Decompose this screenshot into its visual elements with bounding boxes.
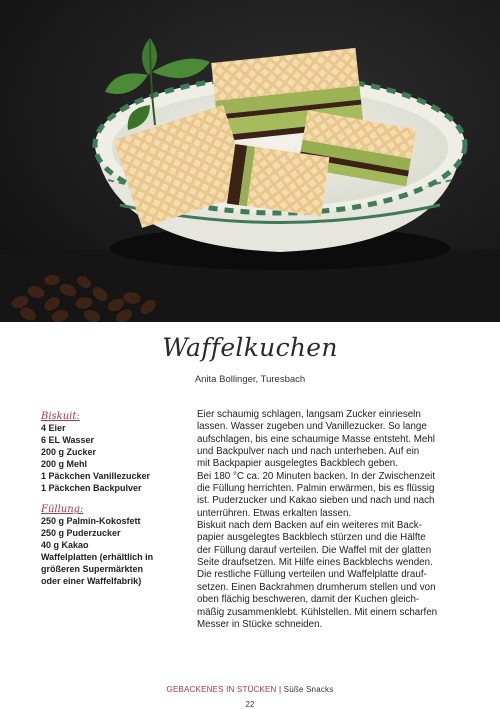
instruction-line: mit Backpapier ausgelegtes Backblech geben. (197, 458, 398, 470)
recipe-author: Anita Bollinger, Turesbach (194, 374, 306, 385)
footer-category: Süße Snacks (283, 685, 334, 694)
ingredient-item: 250 g Palmin-Kokosfett (41, 516, 141, 527)
biskuit-heading: Biskuit: (41, 411, 80, 422)
ingredient-item: 200 g Mehl (41, 458, 88, 469)
ingredient-item: 1 Päckchen Vanillezucker (41, 470, 151, 481)
instruction-line: papier ausgelegtes Backblech stürzen und die Hälfte (197, 532, 426, 544)
instruction-line: und Backpulver nach und nach unterheben. Auf ein (197, 446, 420, 458)
ingredient-item: 6 EL Wasser (41, 434, 95, 445)
instructions-text (197, 409, 469, 631)
page-number: 22 (245, 700, 255, 709)
ingredient-item: 4 Eier (41, 423, 66, 433)
fuellung-heading: Füllung: (41, 504, 84, 516)
recipe-title: Waffelkuchen (162, 333, 338, 362)
instruction-line: der Füllung darauf verteilen. Die Waffel mit der glatten (197, 544, 432, 556)
page-footer (0, 685, 500, 694)
instruction-line: Eier schaumig schlagen, langsam Zucker einrieseln (197, 409, 421, 420)
ingredient-item: 250 g Puderzucker (41, 528, 121, 539)
recipe-photo (0, 0, 500, 322)
ingredients-list (41, 410, 191, 588)
instruction-line: unterrühren. Etwas erkalten lassen. (197, 507, 352, 519)
ingredient-item: Waffelplatten (erhältlich in (41, 552, 154, 563)
instruction-line: Bei 180 °C ca. 20 Minuten backen. In der Zwischenzeit (197, 470, 436, 482)
instruction-line: Biskuit nach dem Backen auf ein weiteres mit Back- (197, 520, 422, 532)
ingredient-item: oder einer Waffelfabrik) (41, 575, 142, 586)
instruction-line: mäßig zusammenklebt. Kühlstellen. Mit einem scharfen (197, 606, 438, 618)
instruction-line: Seite draufsetzen. Mit Hilfe eines Backblechs wenden. (197, 557, 433, 569)
footer-section: GEBACKENES IN STÜCKEN (166, 685, 277, 694)
instruction-line: oben flächig beschweren, damit der Kuchen gleich- (197, 594, 420, 606)
instruction-line: die Füllung herrichten. Palmin erwärmen, bis es flüssig (197, 483, 435, 495)
instruction-line: ist. Puderzucker und Kakao sieben und nach und nach (197, 495, 435, 507)
ingredient-item: größeren Supermärkten (41, 564, 144, 575)
ingredient-item: 1 Päckchen Backpulver (41, 482, 142, 493)
ingredient-item: 200 g Zucker (41, 446, 97, 457)
instruction-line: setzen. Einen Backrahmen drumherum stellen und von (197, 581, 436, 593)
ingredient-item: 40 g Kakao (41, 540, 89, 551)
instruction-line: aufschlagen, bis eine schaumige Masse entsteht. Mehl (197, 433, 435, 445)
instruction-line: Die restliche Füllung verteilen und Waffelplatte drauf- (197, 569, 427, 581)
footer-separator: | (276, 685, 284, 694)
instruction-line: Messer in Stücke schneiden. (197, 618, 323, 630)
instruction-line: lassen. Wasser zugeben und Vanillezucker. So lange (197, 421, 427, 433)
